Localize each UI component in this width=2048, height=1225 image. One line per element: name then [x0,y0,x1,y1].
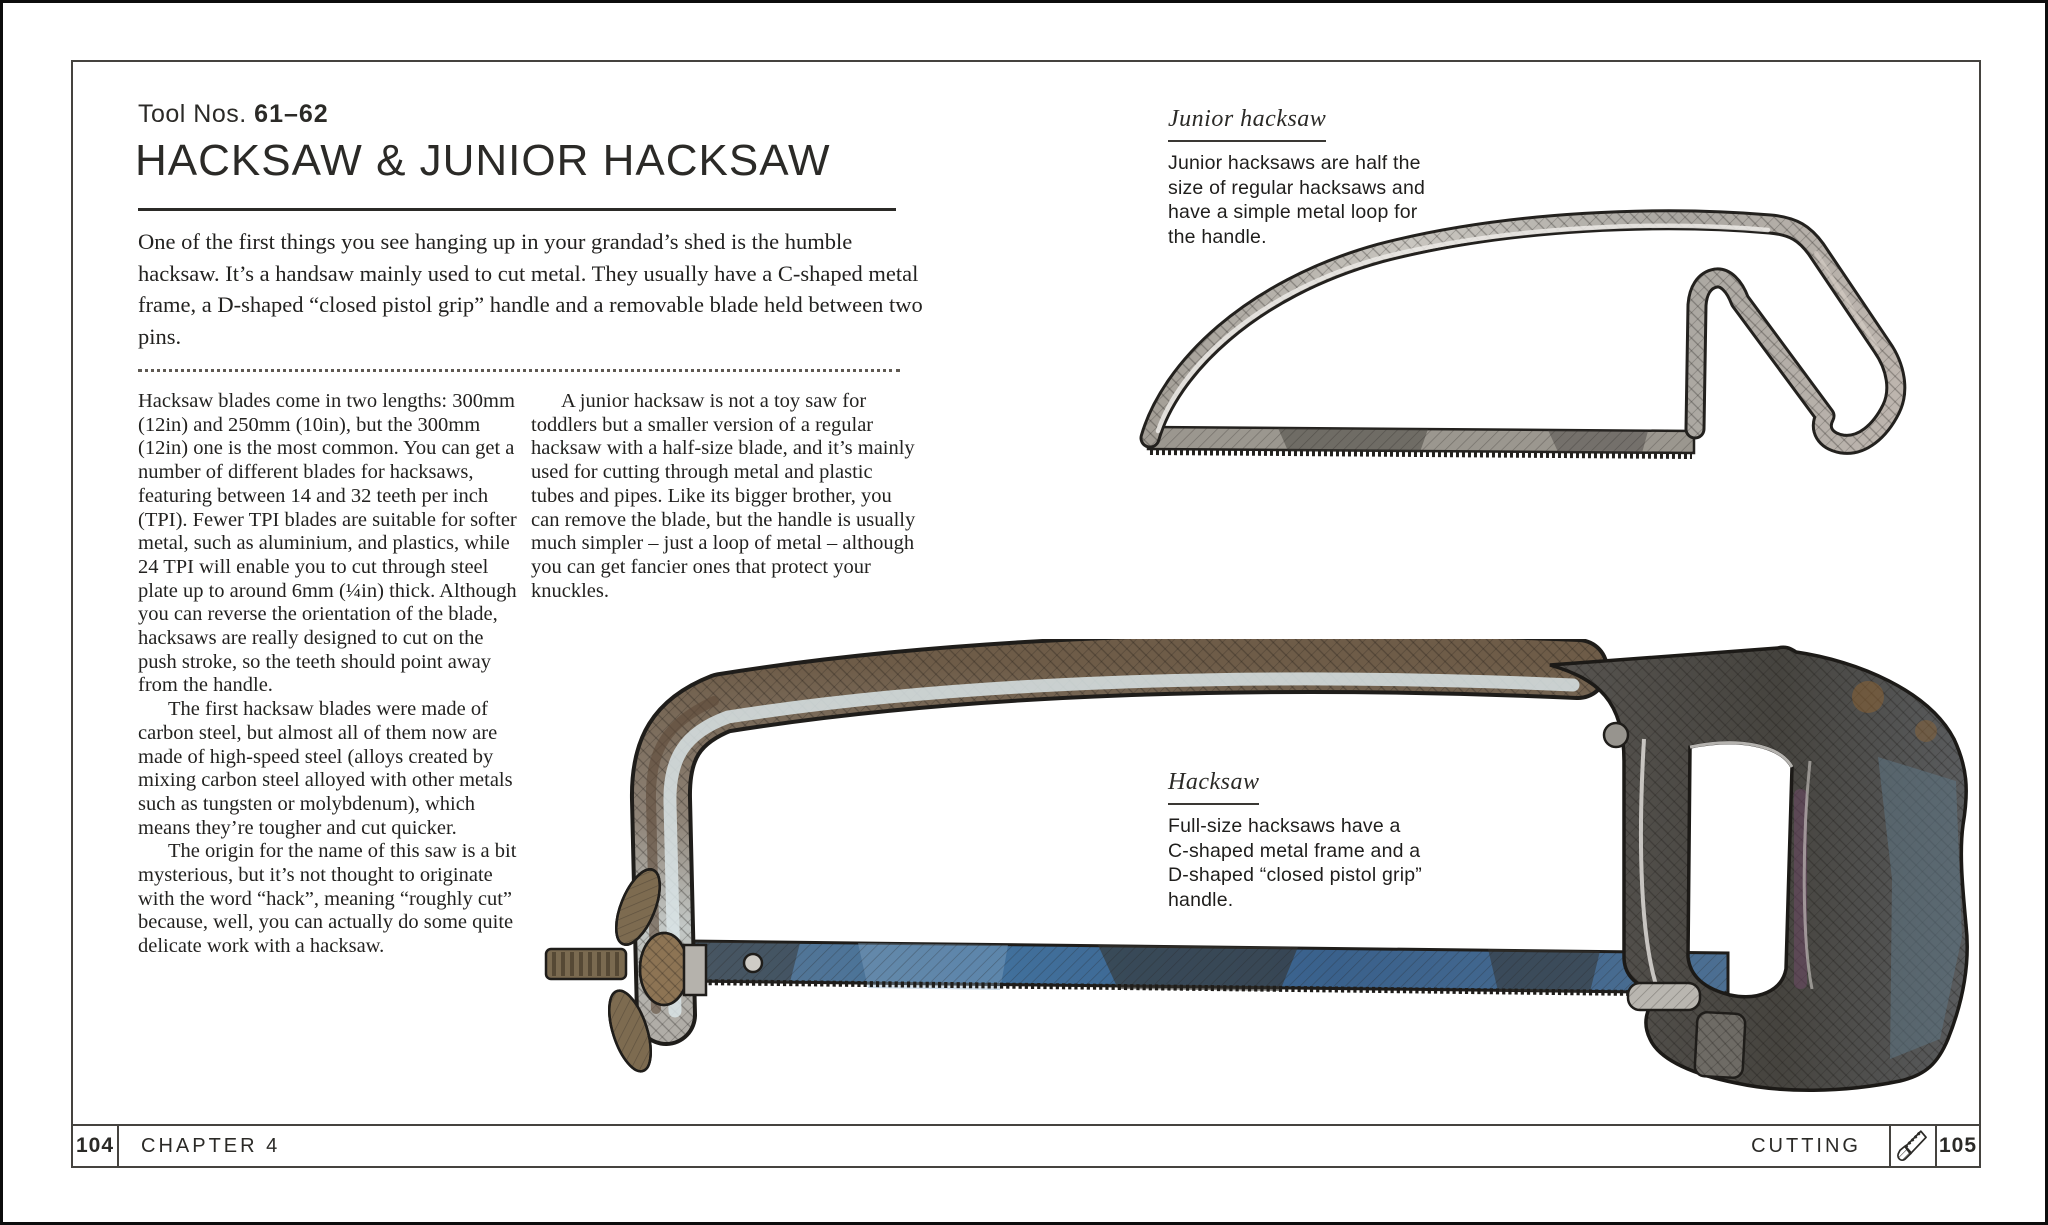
left-page-number: 104 [75,1134,115,1157]
hacksaw-blade [688,941,1728,994]
paragraph: A junior hacksaw is not a toy saw for toddlers but a smaller version of a regular hacksaw with a half-size blade, and it’s mainly used for cutting through metal and plastic tubes and pipes. Like its bigger brother, you can remove the blade, but the handle is usually much simpler – just a loop of metal – although you can get fancier ones that protect your knuckles. [531,390,916,602]
chapter-label: CHAPTER 4 [141,1134,281,1157]
right-page-number-box [1935,1126,1979,1166]
hacksaw-caption-body: Full-size hacksaws have a C-shaped metal frame and a D-shaped “closed pistol grip” handle. [1168,815,1422,911]
junior-blade [1148,427,1694,456]
full-size-hacksaw-illustration [538,639,1983,1103]
intro-paragraph: One of the first things you see hanging up in your grandad’s shed is the humble hacksaw. It’s a handsaw mainly used to cut metal. They usually have a C-shaped metal frame, a D-shaped “closed pistol grip” handle and a removable blade held between two pins. [138,229,923,349]
saw-icon-box [1889,1126,1935,1166]
tool-numbers-label: Tool Nos. [138,100,247,128]
title-rule [138,208,896,211]
paragraph: The origin for the name of this saw is a bit mysterious, but it’s not thought to originate with the word “hack”, meaning “roughly cut” because, well, you can actually do some quite delicate work with a hacksaw. [138,840,517,958]
section-label: CUTTING [1751,1134,1861,1157]
tool-numbers [138,100,329,129]
junior-frame [1150,220,1896,444]
paragraph: Hacksaw blades come in two lengths: 300mm (12in) and 250mm (10in), but the 300mm (12in) one is the most common. You can get a number of different blades for hacksaws, featuring between 14 and 32 teeth per inch (TPI). Fewer TPI blades are suitable for softer metal, such as aluminium, and plastics, while 24 TPI will enable you to cut through steel plate up to around 6mm (¼in) thick. Although you can reverse the orientation of the blade, hacksaws are really designed to cut on the push stroke, so the teeth should point away from the handle. [138,390,517,697]
paragraph: The first hacksaw blades were made of carbon steel, but almost all of them now are made of high-speed steel (alloys created by mixing carbon steel alloyed with other metals such as tungsten or molybdenum), which means they’re tougher and cut quicker. [138,698,513,839]
pistol-grip-handle [1550,647,1967,1090]
tool-numbers-value: 61–62 [254,100,329,128]
saw-icon [1893,1126,1933,1166]
junior-hacksaw-illustration [1128,201,1988,531]
page-footer [71,1124,1981,1168]
left-page-number-box [73,1126,119,1166]
junior-caption-title: Junior hacksaw [1168,106,1326,142]
right-page-number: 105 [1938,1134,1978,1157]
middle-text-column [531,390,919,603]
dotted-divider [138,369,900,372]
left-text-column [138,390,524,959]
page-title: HACKSAW & JUNIOR HACKSAW [135,136,831,185]
hacksaw-caption-title: Hacksaw [1168,769,1259,805]
junior-caption-body: Junior hacksaws are half the size of regular hacksaws and have a simple metal loop for the handle. [1168,152,1426,248]
